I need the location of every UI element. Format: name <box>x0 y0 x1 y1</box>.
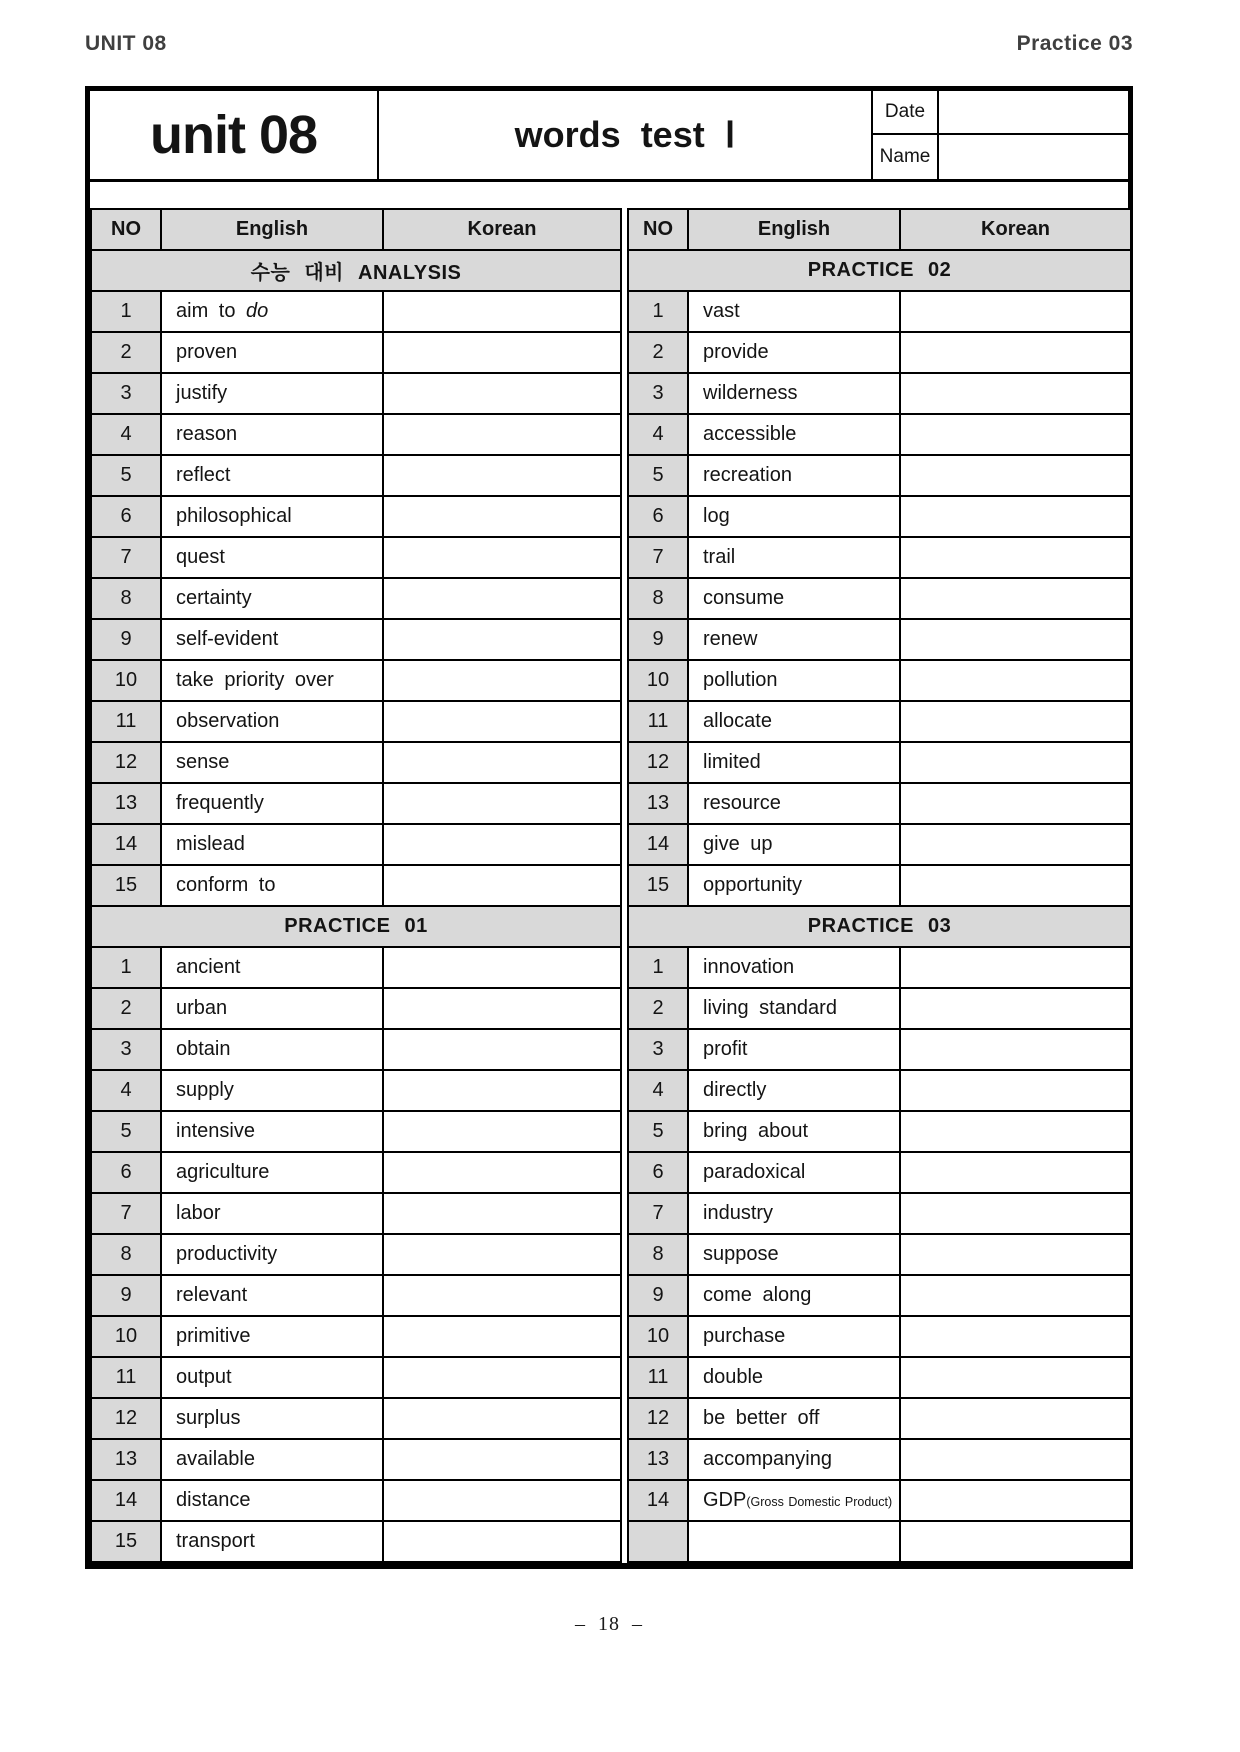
word-row <box>91 1152 621 1193</box>
row-number: 11 <box>628 701 688 742</box>
row-number: 8 <box>628 1234 688 1275</box>
word-row <box>91 455 621 496</box>
word-tbody-right <box>628 250 1131 1562</box>
english-word: opportunity <box>688 865 900 906</box>
row-number: 9 <box>91 619 161 660</box>
english-word: proven <box>161 332 383 373</box>
word-row <box>91 865 621 906</box>
row-number: 3 <box>91 373 161 414</box>
english-word: philosophical <box>161 496 383 537</box>
korean-answer <box>383 578 621 619</box>
word-row <box>628 1193 1131 1234</box>
english-word: living standard <box>688 988 900 1029</box>
english-word: self-evident <box>161 619 383 660</box>
row-number: 1 <box>628 291 688 332</box>
row-number: 15 <box>91 1521 161 1562</box>
english-word: reflect <box>161 455 383 496</box>
word-row <box>628 537 1131 578</box>
korean-answer <box>383 1439 621 1480</box>
english-word: available <box>161 1439 383 1480</box>
english-word: recreation <box>688 455 900 496</box>
row-number: 4 <box>91 414 161 455</box>
word-row <box>91 824 621 865</box>
section-header-row <box>628 906 1131 947</box>
date-label: Date <box>873 91 939 135</box>
korean-answer <box>383 783 621 824</box>
english-word: justify <box>161 373 383 414</box>
korean-answer <box>900 865 1131 906</box>
korean-answer <box>383 496 621 537</box>
korean-answer <box>900 291 1131 332</box>
row-number: 15 <box>91 865 161 906</box>
korean-answer <box>383 537 621 578</box>
row-number: 8 <box>91 578 161 619</box>
word-row <box>628 1398 1131 1439</box>
row-number: 5 <box>91 455 161 496</box>
english-word: double <box>688 1357 900 1398</box>
row-number: 3 <box>628 373 688 414</box>
english-word: conform to <box>161 865 383 906</box>
word-row <box>91 1521 621 1562</box>
row-number: 4 <box>628 414 688 455</box>
no-column-header: NO <box>628 209 688 250</box>
korean-answer <box>383 1029 621 1070</box>
row-number: 3 <box>628 1029 688 1070</box>
korean-answer <box>900 1275 1131 1316</box>
word-row <box>91 1439 621 1480</box>
unit-title: unit 08 <box>90 91 379 179</box>
date-field <box>939 91 1128 135</box>
row-number: 2 <box>628 332 688 373</box>
word-row <box>628 373 1131 414</box>
word-row <box>628 742 1131 783</box>
word-row <box>628 578 1131 619</box>
word-row <box>91 332 621 373</box>
word-row <box>91 496 621 537</box>
english-word: suppose <box>688 1234 900 1275</box>
row-number: 1 <box>91 291 161 332</box>
english-word: directly <box>688 1070 900 1111</box>
korean-answer <box>383 1316 621 1357</box>
english-word: bring about <box>688 1111 900 1152</box>
row-number: 6 <box>91 1152 161 1193</box>
row-number: 9 <box>91 1275 161 1316</box>
korean-answer <box>900 332 1131 373</box>
no-column-header: NO <box>91 209 161 250</box>
korean-answer <box>383 1275 621 1316</box>
row-number: 10 <box>91 1316 161 1357</box>
korean-answer <box>900 578 1131 619</box>
word-row <box>628 783 1131 824</box>
korean-column-header: Korean <box>900 209 1131 250</box>
english-word: renew <box>688 619 900 660</box>
row-number: 10 <box>628 1316 688 1357</box>
english-word: be better off <box>688 1398 900 1439</box>
word-row <box>628 1152 1131 1193</box>
korean-answer <box>383 414 621 455</box>
word-row <box>628 1316 1131 1357</box>
row-number: 12 <box>628 1398 688 1439</box>
korean-answer <box>900 1480 1131 1521</box>
section-title: PRACTICE 01 <box>91 906 621 947</box>
korean-answer <box>383 1357 621 1398</box>
section-title: PRACTICE 02 <box>628 250 1131 291</box>
korean-answer <box>900 619 1131 660</box>
korean-answer <box>383 1234 621 1275</box>
word-row <box>91 578 621 619</box>
row-number: 2 <box>91 332 161 373</box>
word-row <box>91 701 621 742</box>
english-word: distance <box>161 1480 383 1521</box>
word-row <box>91 373 621 414</box>
word-row <box>628 701 1131 742</box>
english-word: agriculture <box>161 1152 383 1193</box>
row-number: 13 <box>91 1439 161 1480</box>
row-number: 4 <box>91 1070 161 1111</box>
word-row <box>628 1480 1131 1521</box>
korean-answer <box>900 414 1131 455</box>
english-word: obtain <box>161 1029 383 1070</box>
row-number: 13 <box>91 783 161 824</box>
row-number: 14 <box>628 1480 688 1521</box>
english-word: urban <box>161 988 383 1029</box>
word-row <box>91 1234 621 1275</box>
word-row <box>91 988 621 1029</box>
english-word: transport <box>161 1521 383 1562</box>
korean-answer <box>900 947 1131 988</box>
korean-answer <box>900 1070 1131 1111</box>
row-number: 7 <box>628 1193 688 1234</box>
korean-answer <box>383 947 621 988</box>
english-word <box>688 1521 900 1562</box>
row-number: 2 <box>91 988 161 1029</box>
word-row <box>628 1111 1131 1152</box>
korean-answer <box>900 660 1131 701</box>
word-row <box>91 414 621 455</box>
row-number: 14 <box>91 1480 161 1521</box>
row-number: 5 <box>628 1111 688 1152</box>
word-row <box>628 496 1131 537</box>
korean-answer <box>900 1316 1131 1357</box>
word-row <box>91 742 621 783</box>
running-header <box>85 32 1133 56</box>
word-test-table <box>85 182 1133 1569</box>
spacer-row <box>90 182 1128 208</box>
korean-answer <box>383 742 621 783</box>
word-row <box>91 291 621 332</box>
name-label: Name <box>873 135 939 179</box>
english-word: mislead <box>161 824 383 865</box>
row-number: 1 <box>628 947 688 988</box>
word-row <box>91 1070 621 1111</box>
word-row <box>91 1193 621 1234</box>
row-number: 11 <box>628 1357 688 1398</box>
korean-answer <box>900 1152 1131 1193</box>
row-number: 1 <box>91 947 161 988</box>
row-number: 12 <box>91 742 161 783</box>
english-word: vast <box>688 291 900 332</box>
column-header-row <box>91 209 621 250</box>
word-table-left <box>90 208 622 1563</box>
english-word: come along <box>688 1275 900 1316</box>
row-number: 6 <box>628 496 688 537</box>
english-word: frequently <box>161 783 383 824</box>
row-number: 14 <box>91 824 161 865</box>
practice-running-header: Practice 03 <box>1016 32 1133 55</box>
english-word: productivity <box>161 1234 383 1275</box>
korean-answer <box>900 1398 1131 1439</box>
korean-answer <box>383 865 621 906</box>
word-row <box>628 455 1131 496</box>
english-word: intensive <box>161 1111 383 1152</box>
korean-answer <box>900 537 1131 578</box>
row-number: 15 <box>628 865 688 906</box>
korean-answer <box>900 373 1131 414</box>
korean-answer <box>900 1193 1131 1234</box>
section-header-row <box>91 906 621 947</box>
english-word: give up <box>688 824 900 865</box>
english-word: purchase <box>688 1316 900 1357</box>
english-word: innovation <box>688 947 900 988</box>
english-word: ancient <box>161 947 383 988</box>
section-header-row <box>91 250 621 291</box>
word-row <box>91 1111 621 1152</box>
word-row <box>628 1029 1131 1070</box>
korean-answer <box>383 373 621 414</box>
korean-answer <box>900 1029 1131 1070</box>
korean-answer <box>383 1193 621 1234</box>
english-word: industry <box>688 1193 900 1234</box>
row-number: 11 <box>91 1357 161 1398</box>
column-header-row <box>628 209 1131 250</box>
row-number: 10 <box>91 660 161 701</box>
word-row <box>628 988 1131 1029</box>
title-block <box>85 86 1133 182</box>
word-row <box>91 1275 621 1316</box>
row-number: 13 <box>628 783 688 824</box>
word-row <box>91 1316 621 1357</box>
english-word: supply <box>161 1070 383 1111</box>
korean-answer <box>900 1111 1131 1152</box>
row-number: 5 <box>91 1111 161 1152</box>
english-column-header: English <box>688 209 900 250</box>
word-row <box>91 783 621 824</box>
word-row <box>91 1398 621 1439</box>
korean-answer <box>900 1357 1131 1398</box>
row-number <box>628 1521 688 1562</box>
english-word: quest <box>161 537 383 578</box>
korean-answer <box>383 1521 621 1562</box>
row-number: 7 <box>91 1193 161 1234</box>
korean-answer <box>383 332 621 373</box>
row-number: 12 <box>91 1398 161 1439</box>
row-number: 6 <box>628 1152 688 1193</box>
unit-running-header: UNIT 08 <box>85 32 167 55</box>
word-row <box>628 1521 1131 1562</box>
word-row <box>91 947 621 988</box>
english-word: observation <box>161 701 383 742</box>
word-tbody-left <box>91 250 621 1562</box>
row-number: 14 <box>628 824 688 865</box>
word-row <box>628 824 1131 865</box>
word-row <box>628 1275 1131 1316</box>
korean-answer <box>900 1439 1131 1480</box>
english-word: limited <box>688 742 900 783</box>
word-row <box>628 947 1131 988</box>
korean-answer <box>383 1480 621 1521</box>
word-row <box>628 1070 1131 1111</box>
word-row <box>91 537 621 578</box>
korean-answer <box>383 619 621 660</box>
english-word: aim to do <box>161 291 383 332</box>
row-number: 10 <box>628 660 688 701</box>
english-word: surplus <box>161 1398 383 1439</box>
page-number: – 18 – <box>575 1613 643 1635</box>
row-number: 3 <box>91 1029 161 1070</box>
english-word: allocate <box>688 701 900 742</box>
korean-answer <box>383 1111 621 1152</box>
word-row <box>91 660 621 701</box>
row-number: 7 <box>91 537 161 578</box>
korean-answer <box>383 455 621 496</box>
word-table-right <box>627 208 1132 1563</box>
row-number: 9 <box>628 1275 688 1316</box>
word-row <box>628 865 1131 906</box>
word-row <box>628 619 1131 660</box>
korean-answer <box>383 988 621 1029</box>
word-row <box>628 291 1131 332</box>
english-column-header: English <box>161 209 383 250</box>
row-number: 4 <box>628 1070 688 1111</box>
korean-answer <box>900 824 1131 865</box>
english-word: reason <box>161 414 383 455</box>
english-word: GDP(Gross Domestic Product) <box>688 1480 900 1521</box>
row-number: 8 <box>91 1234 161 1275</box>
korean-answer <box>900 988 1131 1029</box>
korean-answer <box>383 291 621 332</box>
word-row <box>628 332 1131 373</box>
word-row <box>628 414 1131 455</box>
english-word: sense <box>161 742 383 783</box>
korean-answer <box>383 660 621 701</box>
section-header-row <box>628 250 1131 291</box>
korean-answer <box>900 1521 1131 1562</box>
korean-answer <box>383 1398 621 1439</box>
korean-answer <box>383 1152 621 1193</box>
english-word: profit <box>688 1029 900 1070</box>
row-number: 5 <box>628 455 688 496</box>
english-word: trail <box>688 537 900 578</box>
word-row <box>628 1439 1131 1480</box>
english-word: labor <box>161 1193 383 1234</box>
section-title: PRACTICE 03 <box>628 906 1131 947</box>
row-number: 2 <box>628 988 688 1029</box>
english-word: certainty <box>161 578 383 619</box>
english-word: log <box>688 496 900 537</box>
english-word: pollution <box>688 660 900 701</box>
korean-answer <box>900 1234 1131 1275</box>
english-word: paradoxical <box>688 1152 900 1193</box>
name-field <box>939 135 1128 179</box>
row-number: 7 <box>628 537 688 578</box>
korean-answer <box>900 496 1131 537</box>
word-row <box>91 619 621 660</box>
korean-column-header: Korean <box>383 209 621 250</box>
english-word: output <box>161 1357 383 1398</box>
english-word: accessible <box>688 414 900 455</box>
word-row <box>628 1357 1131 1398</box>
section-title: 수능 대비 ANALYSIS <box>91 250 621 291</box>
korean-answer <box>900 701 1131 742</box>
row-number: 12 <box>628 742 688 783</box>
english-word: wilderness <box>688 373 900 414</box>
korean-answer <box>383 701 621 742</box>
row-number: 8 <box>628 578 688 619</box>
korean-answer <box>900 742 1131 783</box>
english-word: primitive <box>161 1316 383 1357</box>
korean-answer <box>900 783 1131 824</box>
english-word: relevant <box>161 1275 383 1316</box>
row-number: 9 <box>628 619 688 660</box>
korean-answer <box>900 455 1131 496</box>
english-word: accompanying <box>688 1439 900 1480</box>
row-number: 6 <box>91 496 161 537</box>
korean-answer <box>383 1070 621 1111</box>
row-number: 11 <box>91 701 161 742</box>
english-word: consume <box>688 578 900 619</box>
word-row <box>91 1029 621 1070</box>
english-word: take priority over <box>161 660 383 701</box>
english-word: provide <box>688 332 900 373</box>
word-row <box>628 1234 1131 1275</box>
word-row <box>91 1357 621 1398</box>
word-row <box>628 660 1131 701</box>
word-annotation: (Gross Domestic Product) <box>746 1495 893 1509</box>
korean-answer <box>383 824 621 865</box>
word-row <box>91 1480 621 1521</box>
test-title: words test Ⅰ <box>379 91 873 179</box>
english-word: resource <box>688 783 900 824</box>
row-number: 13 <box>628 1439 688 1480</box>
